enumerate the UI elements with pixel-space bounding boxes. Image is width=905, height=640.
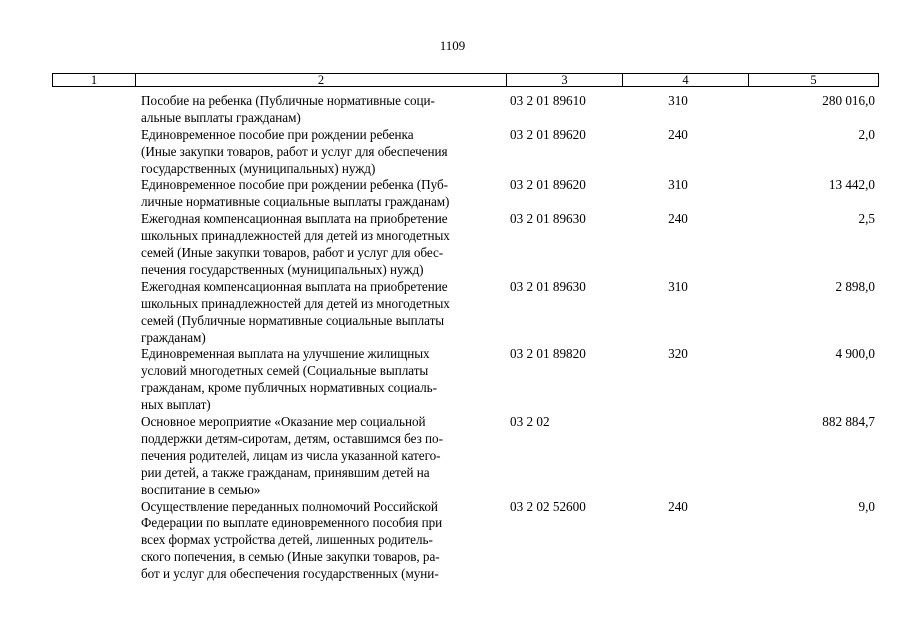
row-sum: 2,0 [858,126,875,142]
row-name-line: (Иные закупки товаров, работ и услуг для обеспечения [141,143,448,159]
row-name [141,346,503,414]
row-name-line: Осуществление переданных полномочий Российской [141,498,438,514]
row-name-line: бот и услуг для обеспечения государственных (муни- [141,566,439,582]
row-sum: 2 898,0 [835,278,875,294]
row-code: 03 2 02 [510,414,550,430]
row-name-line: всех формах устройства детей, лишенных родитель- [141,532,433,548]
row-sum: 13 442,0 [828,177,875,193]
row-name-line: рии детей, а также гражданам, принявшим детей на [141,464,430,480]
row-name [141,279,503,347]
row-name-line: Ежегодная компенсационная выплата на приобретение [141,278,448,294]
row-code: 03 2 01 89630 [510,211,586,227]
row-code: 03 2 02 52600 [510,498,586,514]
row-expense-type: 310 [668,93,688,108]
header-col-2: 2 [317,73,325,87]
table-row [0,93,905,127]
row-name-line: Единовременное пособие при рождении ребенка (Пуб- [141,177,448,193]
table-body [0,93,905,583]
row-name [141,211,503,279]
table-row [0,127,905,178]
row-expense-type: 240 [668,126,688,142]
row-expense-type: 240 [668,211,688,227]
row-expense-type: 240 [668,498,688,514]
row-name [141,177,503,211]
row-sum: 4 900,0 [835,346,875,362]
row-name-line: условий многодетных семей (Социальные выплаты [141,363,429,379]
row-name-line: семей (Иные закупки товаров, работ и услуг для обес- [141,245,444,261]
row-name-line: семей (Публичные нормативные социальные выплаты [141,312,445,328]
row-name-line: личные нормативные социальные выплаты гражданам) [141,194,450,210]
table-header-row [52,73,879,87]
row-name-line: школьных принадлежностей для детей из многодетных [141,228,450,244]
row-name-line: Ежегодная компенсационная выплата на приобретение [141,211,448,227]
header-col-1: 1 [90,73,98,87]
row-code: 03 2 01 89610 [510,93,586,108]
row-name-line: поддержки детям-сиротам, детям, оставшимся без по- [141,430,443,446]
table-row [0,346,905,414]
row-name-line: Федерации по выплате единовременного пособия при [141,515,443,531]
row-name-line: Основное мероприятие «Оказание мер социальной [141,414,426,430]
row-expense-type: 310 [668,177,688,193]
row-name-line: Единовременная выплата на улучшение жилищных [141,346,430,362]
row-name [141,499,503,584]
row-name [141,93,503,127]
row-sum: 9,0 [858,498,875,514]
row-sum: 882 884,7 [822,414,875,430]
table-row [0,279,905,347]
row-name-line: государственных (муниципальных) нужд) [141,160,376,176]
table-row [0,414,905,499]
row-name-line: воспитание в семью» [141,481,261,497]
page-number: 1109 [439,38,466,53]
row-code: 03 2 01 89620 [510,177,586,193]
table-row [0,499,905,584]
row-name-line: печения родителей, лицам из числа указанной катего- [141,447,441,463]
row-name-line: Пособие на ребенка (Публичные нормативные соци- [141,93,435,108]
row-code: 03 2 01 89620 [510,126,586,142]
row-expense-type: 320 [668,346,688,362]
row-name-line: ных выплат) [141,397,211,413]
row-name-line: школьных принадлежностей для детей из многодетных [141,295,450,311]
table-row [0,177,905,211]
row-code: 03 2 01 89630 [510,278,586,294]
row-name-line: альные выплаты гражданам) [141,109,301,125]
table-row [0,211,905,279]
row-sum: 280 016,0 [822,93,875,108]
row-name-line: ского попечения, в семью (Иные закупки товаров, ра- [141,549,440,565]
row-code: 03 2 01 89820 [510,346,586,362]
row-name [141,414,503,499]
header-col-3: 3 [561,73,568,87]
row-name-line: печения государственных (муниципальных) нужд) [141,262,424,277]
row-sum: 2,5 [858,211,875,227]
row-name-line: гражданам, кроме публичных нормативных социаль- [141,380,437,396]
header-col-4: 4 [682,73,689,87]
row-name-line: гражданам) [141,329,206,345]
row-name [141,127,503,178]
row-name-line: Единовременное пособие при рождении ребенка [141,126,414,142]
row-expense-type: 310 [668,278,688,294]
header-col-5: 5 [810,73,817,87]
